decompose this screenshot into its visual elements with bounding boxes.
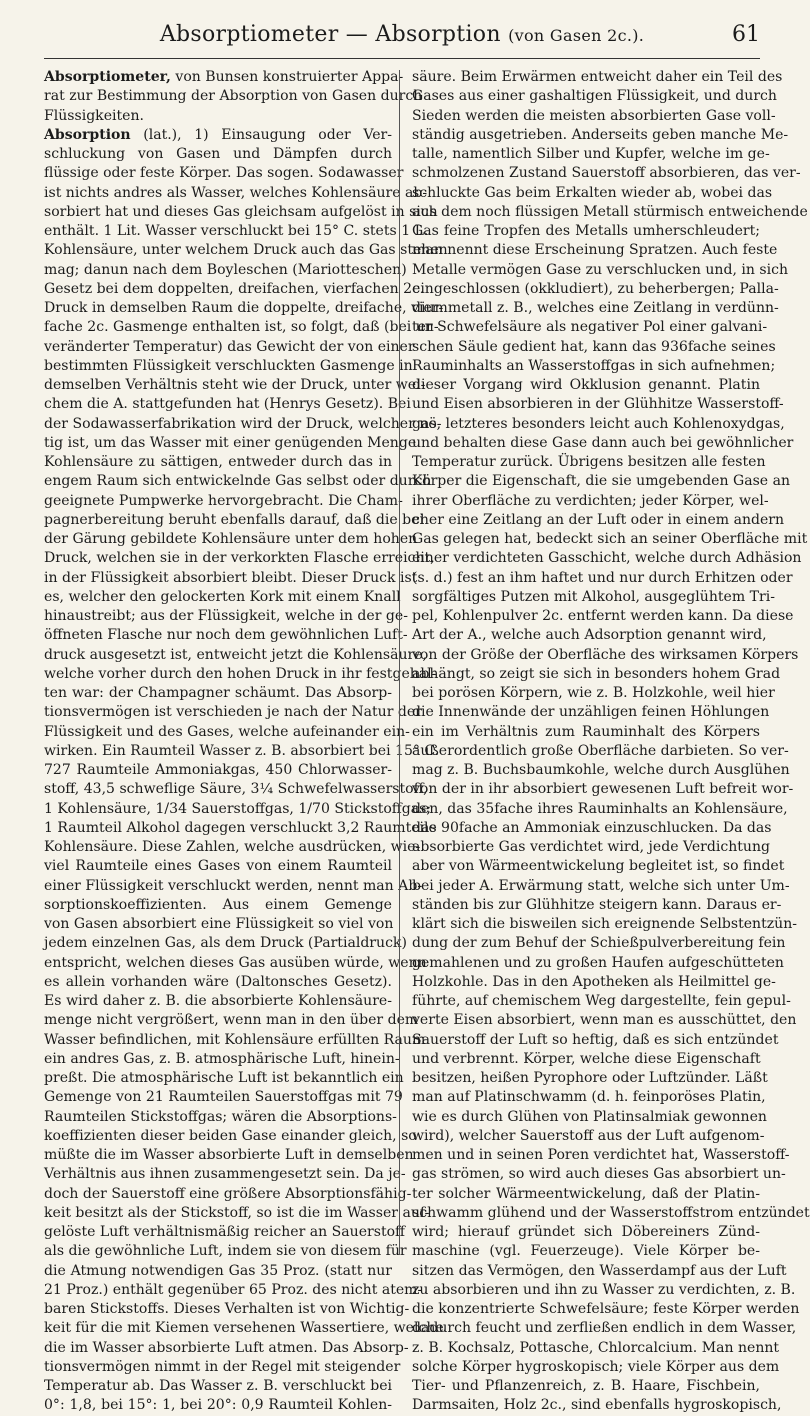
text-line: rat zur Bestimmung der Absorption von Gasen durch <box>44 88 423 105</box>
text-line: maschine (vgl. Feuerzeuge). Viele Körper be- <box>412 1243 760 1260</box>
text-line: Druck, welchen sie in der verkorkten Flasche erreicht, <box>44 550 435 567</box>
text-line: ihrer Oberfläche zu verdichten; jeder Körper, wel- <box>412 492 769 509</box>
text-line: einer Flüssigkeit verschluckt werden, nennt man Ab- <box>44 877 423 894</box>
text-line: eingeschlossen (okkludiert), zu beherbergen; Palla- <box>412 280 779 297</box>
entry-absorption-first-line <box>44 126 392 145</box>
text-line: engem Raum sich entwickelnde Gas selbst oder durch <box>44 473 432 490</box>
text-line: Tier- und Pflanzenreich, z. B. Haare, Fischbein, <box>412 1378 760 1394</box>
text-line: tionsvermögen nimmt in der Regel mit steigender <box>44 1358 401 1375</box>
text-line: 21 Proz.) enthält gegenüber 65 Proz. des nicht atem- <box>44 1281 423 1298</box>
text-line: schluckte Gas beim Erkalten wieder ab, wobei das <box>412 184 773 201</box>
text-line: den, das 35fache ihres Rauminhalts an Kohlensäure, <box>412 800 788 817</box>
text-line: absorbierte Gas verdichtet wird, jede Verdichtung <box>412 839 770 855</box>
text-line: die Innenwände der unzähligen feinen Höhlungen <box>412 704 770 721</box>
text-line: von der in ihr absorbiert gewesenen Luft befreit wor- <box>412 781 794 798</box>
text-line: ter Schwefelsäure als negativer Pol einer galvani- <box>412 319 768 336</box>
text-line: ter solcher Wärmeentwickelung, daß der Platin- <box>412 1185 760 1202</box>
text-line: aber von Wärmeentwickelung begleitet ist, so findet <box>412 858 785 875</box>
text-line: viel Raumteile eines Gases von einem Raumteil <box>44 858 392 875</box>
text-line: enthält. 1 Lit. Wasser verschluckt bei 15° C. stets 1 L. <box>44 223 429 239</box>
text-line: pagnerbereitung beruht ebenfalls darauf, daß die bei <box>44 511 424 528</box>
text-line: einer verdichteten Gasschicht, welche durch Adhäsion <box>412 550 802 567</box>
text-line: stoff, 43,5 schweflige Säure, 3¼ Schwefelwasserstoff, <box>44 781 428 798</box>
text-line: schluckung von Gasen und Dämpfen durch <box>44 146 392 162</box>
text-line: bestimmten Flüssigkeit verschluckten Gasmenge in <box>44 357 413 374</box>
text-line: welche vorher durch den hohen Druck in ihr festgehal- <box>44 665 437 682</box>
text-line: verte Eisen absorbiert, wenn man es ausschüttet, den <box>412 1012 797 1029</box>
text-line: Körper die Eigenschaft, die sie umgebenden Gase an <box>412 473 790 490</box>
text-line: sorbiert hat und dieses Gas gleichsam aufgelöst in sich <box>44 203 438 220</box>
text-line: dung der zum Behuf der Schießpulverbereitung fein <box>412 935 786 952</box>
column-divider <box>399 70 400 1255</box>
text-line: wird; hierauf gründet sich Döbereiners Zünd- <box>412 1224 760 1240</box>
text-line: cher eine Zeitlang an der Luft oder in einem andern <box>412 511 785 528</box>
page-number: 61 <box>732 22 760 47</box>
entry-absorption-body <box>44 145 448 1416</box>
text-line: es allein vorhanden wäre (Daltonsches Gesetz). <box>44 973 392 990</box>
text-line: gelöste Luft verhältnismäßig reicher an Sauerstoff <box>44 1224 406 1240</box>
text-line: Rauminhalts an Wasserstoffgas in sich aufnehmen; <box>412 357 776 374</box>
text-line: der Sodawasserfabrikation wird der Druck, welcher nö- <box>44 415 442 432</box>
text-line: sitzen das Vermögen, den Wasserdampf aus der Luft <box>412 1262 787 1279</box>
text-line: von der Größe der Oberfläche des wirksamen Körpers <box>412 646 799 663</box>
text-line: schwamm glühend und der Wasserstoffstrom entzündet <box>412 1204 810 1221</box>
text-line: in der Flüssigkeit absorbiert bleibt. Dieser Druck ist <box>44 569 418 586</box>
text-line: die im Wasser absorbierte Luft atmen. Das Absorp- <box>44 1339 409 1356</box>
text-line: säure. Beim Erwärmen entweicht daher ein Teil des <box>412 69 783 85</box>
text-line: 727 Raumteile Ammoniakgas, 450 Chlorwasser- <box>44 762 392 778</box>
entry-absorptiometer-body <box>44 87 423 126</box>
text-line: man auf Platinschwamm (d. h. feinporöses Platin, <box>412 1089 766 1106</box>
text-line: ein andres Gas, z. B. atmosphärische Luft, hinein- <box>44 1050 400 1067</box>
right-column-body <box>412 68 810 1416</box>
text-line: mag; danun nach dem Boyleschen (Mariotteschen) <box>44 261 407 278</box>
text-line: es, welcher den gelockerten Kork mit einem Knall <box>44 588 401 605</box>
text-line: von Gasen absorbiert eine Flüssigkeit so viel von <box>44 916 394 932</box>
entry-text: von Bunsen konstruierter Appa- <box>170 69 404 85</box>
text-line: demselben Verhältnis steht wie der Druck, unter wel- <box>44 377 426 393</box>
text-line: Gases aus einer gashaltigen Flüssigkeit, und durch <box>412 88 777 105</box>
text-line: entspricht, welchen dieses Gas ausüben würde, wenn <box>44 954 427 971</box>
text-line: z. B. Kochsalz, Pottasche, Chlorcalcium. Man nennt <box>412 1339 780 1356</box>
text-line: ten war: der Champagner schäumt. Das Absorp- <box>44 685 392 701</box>
text-line: men und in seinen Poren verdichtet hat, Wasserstoff- <box>412 1147 790 1163</box>
text-line: der Gärung gebildete Kohlensäure unter dem hohen <box>44 531 418 547</box>
text-line: ein im Verhältnis zum Rauminhalt des Körpers <box>412 723 760 740</box>
text-line: man nennt diese Erscheinung Spratzen. Auch feste <box>412 242 778 259</box>
entry-absorptiometer-first-line <box>44 68 404 87</box>
text-line: wie es durch Glühen von Platinsalmiak gewonnen <box>412 1108 767 1125</box>
entry-headword: Absorptiometer, <box>44 69 171 85</box>
text-line: flüssige oder feste Körper. Das sogen. Sodawasser <box>44 165 404 182</box>
text-line: sorptionskoeffizienten. Aus einem Gemenge <box>44 896 392 913</box>
text-line: Holzkohle. Das in den Apotheken als Heilmittel ge- <box>412 973 776 990</box>
text-line: ständen bis zur Glühhitze steigern kann. Daraus er- <box>412 896 782 913</box>
text-line: Sieden werden die meisten absorbierten Gase voll- <box>412 107 776 124</box>
text-line: und verbrennt. Körper, welche diese Eigenschaft <box>412 1050 761 1067</box>
text-line: dadurch feucht und zerfließen endlich in dem Wasser, <box>412 1320 797 1337</box>
text-line: gas, letzteres besonders leicht auch Kohlenoxydgas, <box>412 415 785 432</box>
text-line: gemahlenen und zu großen Haufen aufgeschütteten <box>412 954 784 971</box>
text-line: abhängt, so zeigt sie sich in besonders hohem Grad <box>412 665 781 682</box>
text-line: die Atmung notwendigen Gas 35 Proz. (statt nur <box>44 1262 392 1279</box>
text-line: doch der Sauerstoff eine größere Absorptionsfähig- <box>44 1185 412 1202</box>
text-line: pel, Kohlenpulver 2c. entfernt werden kann. Da diese <box>412 608 794 624</box>
text-line: druck ausgesetzt ist, entweicht jetzt die Kohlensäure, <box>44 646 428 663</box>
text-line: keit für die mit Kiemen versehenen Wassertiere, welche <box>44 1320 444 1337</box>
text-line: koeffizienten dieser beiden Gase einander gleich, so <box>44 1127 417 1144</box>
text-line: Es wird daher z. B. die absorbierte Kohlensäure- <box>44 993 392 1009</box>
running-title-suffix: (von Gasen 2c.). <box>508 26 645 45</box>
text-line: führte, auf chemischem Weg dargestellte, fein gepul- <box>412 993 791 1009</box>
text-line: das 90fache an Ammoniak einzuschlucken. Da das <box>412 819 772 836</box>
text-line: und behalten diese Gase dann auch bei gewöhnlicher <box>412 434 794 451</box>
text-line: baren Stickstoffs. Dieses Verhalten ist von Wichtig- <box>44 1301 410 1317</box>
text-line: talle, namentlich Silber und Kupfer, welche im ge- <box>412 146 770 162</box>
text-line: Gas gelegen hat, bedeckt sich an seiner Oberfläche mit <box>412 531 808 547</box>
text-line: hinaustreibt; aus der Flüssigkeit, welche in der ge- <box>44 608 408 624</box>
text-columns <box>44 68 810 1414</box>
text-line: fache 2c. Gasmenge enthalten ist, so folgt, daß (bei un- <box>44 319 439 336</box>
text-line: zu absorbieren und ihn zu Wasser zu verdichten, z. B. <box>412 1281 796 1298</box>
text-line: Raumteilen Stickstoffgas; wären die Absorptions- <box>44 1108 397 1125</box>
text-line: die konzentrierte Schwefelsäure; feste Körper werden <box>412 1301 800 1317</box>
text-line: mag z. B. Buchsbaumkohle, welche durch Ausglühen <box>412 762 790 778</box>
text-line: Gas feine Tropfen des Metalls umherschleudert; <box>412 223 760 239</box>
text-line: klärt sich die bisweilen sich ereignende Selbstentzün- <box>412 916 797 932</box>
text-line: 1 Raumteil Alkohol dagegen verschluckt 3,2 Raumteile <box>44 819 437 836</box>
text-line: Sauerstoff der Luft so heftig, daß es sich entzündet <box>412 1031 779 1048</box>
text-line: aus dem noch flüssigen Metall stürmisch entweichende <box>412 203 808 220</box>
text-line: besitzen, heißen Pyrophore oder Luftzünder. Läßt <box>412 1070 768 1086</box>
text-line: wirken. Ein Raumteil Wasser z. B. absorbiert bei 15° C. <box>44 742 440 759</box>
text-line: ist nichts andres als Wasser, welches Kohlensäure ab- <box>44 184 428 201</box>
text-line: schen Säule gedient hat, kann das 936fache seines <box>412 338 776 355</box>
text-line: jedem einzelnen Gas, als dem Druck (Partialdruck) <box>44 935 407 952</box>
running-title <box>44 22 760 47</box>
text-line: diummetall z. B., welches eine Zeitlang in verdünn- <box>412 300 779 316</box>
text-line: chem die A. stattgefunden hat (Henrys Gesetz). Bei <box>44 396 411 413</box>
text-line: als die gewöhnliche Luft, indem sie von diesem für <box>44 1243 407 1260</box>
text-line: 1 Kohlensäure, 1/34 Sauerstoffgas, 1/70 Stickstoffgas; <box>44 800 432 817</box>
text-line: öffneten Flasche nur noch dem gewöhnlichen Luft- <box>44 627 408 644</box>
text-line: Kohlensäure zu sättigen, entweder durch das in <box>44 454 392 470</box>
text-line: ständig ausgetrieben. Anderseits geben manche Me- <box>412 126 789 143</box>
text-line: Kohlensäure, unter welchem Druck auch das Gas stehen <box>44 242 448 259</box>
page-header <box>44 18 760 59</box>
entry-text: (lat.), 1) Einsaugung oder Ver- <box>130 126 392 143</box>
text-line: wird), welcher Sauerstoff aus der Luft aufgenom- <box>412 1127 765 1144</box>
text-line: Temperatur zurück. Übrigens besitzen alle festen <box>412 454 766 470</box>
text-line: tionsvermögen ist verschieden je nach der Natur der <box>44 704 422 721</box>
text-line: Flüssigkeiten. <box>44 107 144 124</box>
text-line: Verhältnis aus ihnen zusammengesetzt sein. Da je- <box>44 1166 406 1183</box>
right-column <box>412 68 810 1414</box>
text-line: sorgfältiges Putzen mit Alkohol, ausgeglühtem Tri- <box>412 588 775 605</box>
text-line: geeignete Pumpwerke hervorgebracht. Die Cham- <box>44 492 403 509</box>
text-line: Gemenge von 21 Raumteilen Sauerstoffgas mit 79 <box>44 1089 403 1106</box>
text-line: keit besitzt als der Stickstoff, so ist die im Wasser auf- <box>44 1204 430 1221</box>
text-line: Flüssigkeit und des Gases, welche aufeinander ein- <box>44 723 410 740</box>
text-line: menge nicht vergrößert, wenn man in den über dem <box>44 1012 419 1029</box>
text-line: solche Körper hygroskopisch; viele Körper aus dem <box>412 1358 780 1375</box>
text-line: außerordentlich große Oberfläche darbieten. So ver- <box>412 742 789 759</box>
text-line: tig ist, um das Wasser mit einer genügenden Menge <box>44 434 417 451</box>
text-line: bei porösen Körpern, wie z. B. Holzkohle, weil hier <box>412 685 775 701</box>
text-line: Darmsaiten, Holz 2c., sind ebenfalls hygroskopisch, <box>412 1397 782 1414</box>
text-line: schmolzenen Zustand Sauerstoff absorbieren, das ver- <box>412 165 801 182</box>
text-line: 0°: 1,8, bei 15°: 1, bei 20°: 0,9 Raumteil Kohlen- <box>44 1397 392 1414</box>
left-column <box>44 68 448 1414</box>
text-line: bei jeder A. Erwärmung statt, welche sich unter Um- <box>412 877 790 894</box>
text-line: Wasser befindlichen, mit Kohlensäure erfüllten Raum <box>44 1031 426 1048</box>
text-line: Temperatur ab. Das Wasser z. B. verschluckt bei <box>44 1378 392 1394</box>
text-line: preßt. Die atmosphärische Luft ist bekanntlich ein <box>44 1070 404 1086</box>
text-line: Art der A., welche auch Adsorption genannt wird, <box>412 627 767 644</box>
text-line: Gesetz bei dem doppelten, dreifachen, vierfachen 2c. <box>44 280 425 297</box>
text-line: Druck in demselben Raum die doppelte, dreifache, vier- <box>44 300 444 316</box>
text-line: veränderter Temperatur) das Gewicht der von einer <box>44 338 415 355</box>
entry-headword: Absorption <box>44 126 131 143</box>
text-line: und Eisen absorbieren in der Glühhitze Wasserstoff- <box>412 396 784 413</box>
text-line: gas strömen, so wird auch dieses Gas absorbiert un- <box>412 1166 786 1183</box>
text-line: Metalle vermögen Gase zu verschlucken und, in sich <box>412 261 788 278</box>
text-line: (s. d.) fest an ihm haftet und nur durch Erhitzen oder <box>412 569 793 586</box>
text-line: müßte die im Wasser absorbierte Luft in demselben <box>44 1147 414 1163</box>
text-line: Kohlensäure. Diese Zahlen, welche ausdrücken, wie- <box>44 839 421 855</box>
text-line: dieser Vorgang wird Okklusion genannt. Platin <box>412 377 760 393</box>
running-title-main: Absorptiometer — Absorption <box>159 22 501 47</box>
